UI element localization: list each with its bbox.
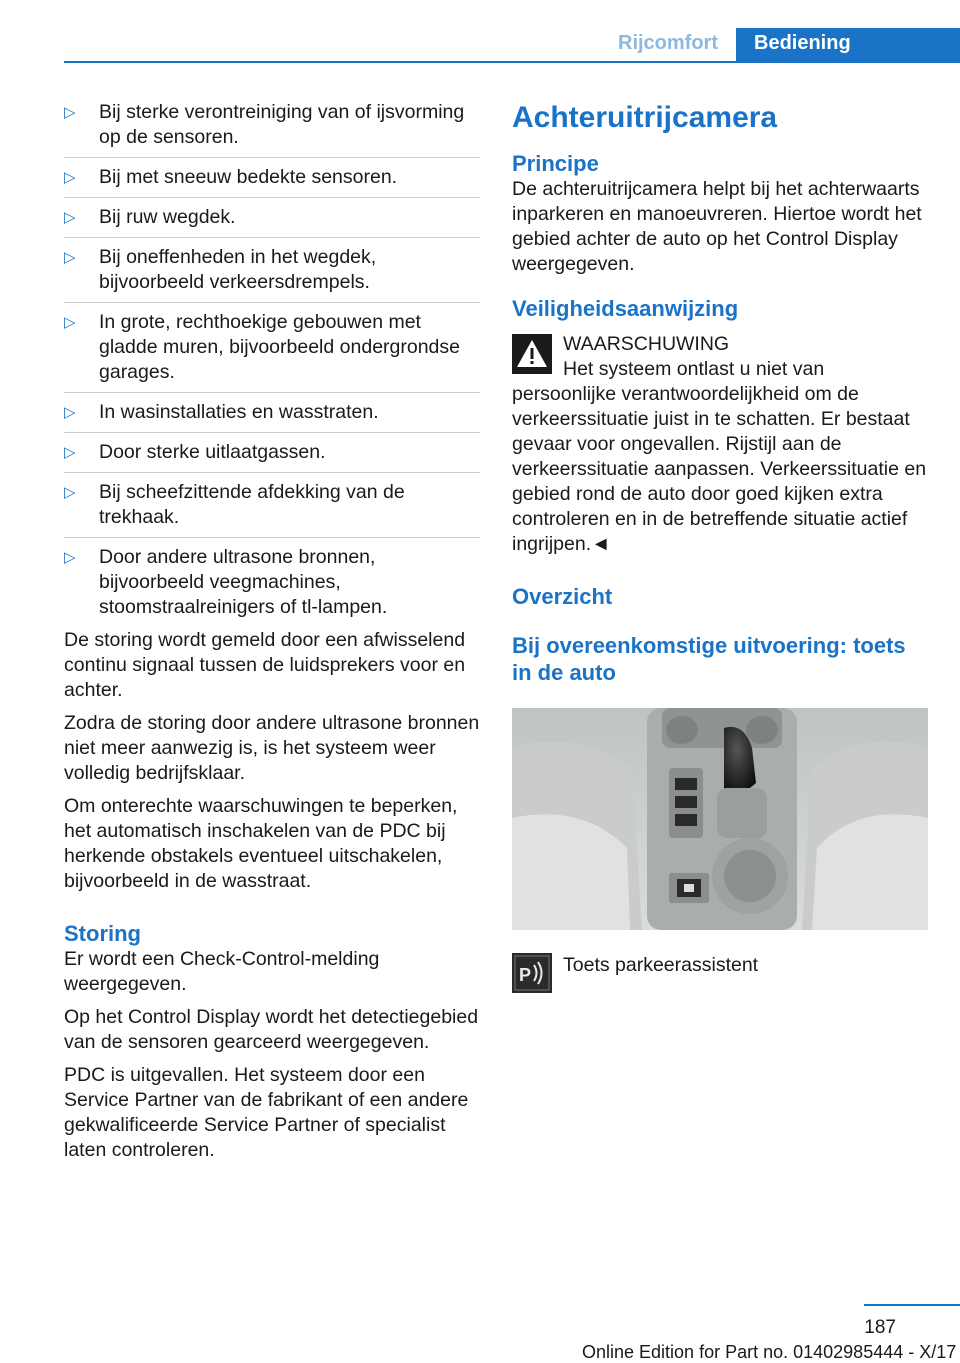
list-item: ▷ Bij sterke verontreiniging van of ijsvorming op de sensoren. (64, 100, 480, 158)
storing-text-3: PDC is uitgevallen. Het systeem door een Service Partner van de fabrikant of een andere gekwalificeerde Service Partner of specialist laten controleren. (64, 1064, 469, 1161)
storing-text-1: Er wordt een Check-Control-melding weergegeven. (64, 948, 380, 995)
footer-rule (864, 1304, 960, 1306)
park-assist-key-icon (512, 953, 552, 993)
triangle-right-icon: ▷ (64, 104, 76, 121)
fault-signal-text: De storing wordt gemeld door een afwisselend continu signaal tussen de luidsprekers voor en achter. (64, 629, 466, 701)
park-assist-key-row (512, 953, 930, 997)
triangle-right-icon: ▷ (64, 549, 76, 566)
triangle-right-icon: ▷ (64, 249, 76, 266)
page-number: 187 (864, 1317, 896, 1338)
breadcrumb-chapter[interactable]: Bediening (736, 28, 960, 61)
storing-heading: Storing (64, 921, 141, 946)
list-item: ▷ In wasinstallaties en wasstraten. (64, 400, 480, 433)
park-assist-key-label: Toets parkeerassistent (563, 954, 759, 976)
fault-cleared-text: Zodra de storing door andere ultrasone bronnen niet meer aanwezig is, is het systeem weer volledig bedrijfsklaar. (64, 712, 480, 784)
variant-heading: Bij overeenkomstige uitvoering: toets in de auto (512, 633, 906, 685)
safety-heading: Veiligheidsaanwijzing (512, 296, 739, 321)
list-item: ▷ Bij met sneeuw bedekte sensoren. (64, 165, 480, 198)
warning-title: WAARSCHUWING (563, 333, 730, 355)
triangle-right-icon: ▷ (64, 314, 76, 331)
page-title: Achteruitrijcamera (512, 101, 778, 134)
principe-text: De achteruitrijcamera helpt bij het achterwaarts inparkeren en manoeuvreren. Hiertoe wordt het gebied achter de auto op het Control Display weergegeven. (512, 178, 922, 275)
false-warning-text: Om onterechte waarschuwingen te beperken, het automatisch inschakelen van de PDC bij herkende obstakels eventueel uitschakelen, bijvoorbeeld in de wasstraat. (64, 795, 458, 892)
warning-text: Het systeem ontlast u niet van persoonlijke verantwoordelijkheid om de verkeerssituatie juist in te schatten. Er bestaat gevaar voor ongevallen. Rijstijl aan de verkeerssituatie aanpassen. Verkeerssituatie en gebied rond de auto door goed kijken extra controleren en in de betreffende situatie actief ingrijpen.◄ (512, 358, 927, 555)
list-item: ▷ Bij scheefzittende afdekking van de trekhaak. (64, 480, 480, 538)
triangle-right-icon: ▷ (64, 169, 76, 186)
triangle-right-icon: ▷ (64, 484, 76, 501)
warning-block (512, 332, 930, 357)
left-column (64, 100, 480, 1171)
list-item: ▷ Bij ruw wegdek. (64, 205, 480, 238)
svg-text:P: P (519, 965, 532, 985)
triangle-right-icon: ▷ (64, 404, 76, 421)
list-item: ▷ In grote, rechthoekige gebouwen met gladde muren, bijvoorbeeld ondergrondse garages. (64, 310, 480, 393)
triangle-right-icon: ▷ (64, 444, 76, 461)
edition-note: Online Edition for Part no. 01402985444 - X/17 (582, 1342, 957, 1362)
limitation-list (64, 100, 480, 627)
list-item: ▷ Bij oneffenheden in het wegdek, bijvoorbeeld verkeersdrempels. (64, 245, 480, 303)
warning-triangle-icon (512, 334, 552, 374)
principe-heading: Principe (512, 151, 599, 176)
breadcrumb-section[interactable]: Rijcomfort (618, 32, 718, 54)
triangle-right-icon: ▷ (64, 209, 76, 226)
list-item: ▷ Door andere ultrasone bronnen, bijvoorbeeld veegmachines, stoomstraalreinigers of tl-lampen. (64, 546, 388, 618)
header-rule (64, 61, 960, 63)
center-console-photo (512, 708, 928, 930)
overview-heading: Overzicht (512, 584, 613, 609)
storing-text-2: Op het Control Display wordt het detectiegebied van de sensoren gearceerd weergegeven. (64, 1006, 479, 1053)
right-column (512, 100, 930, 997)
list-item: ▷ Door sterke uitlaatgassen. (64, 440, 480, 473)
